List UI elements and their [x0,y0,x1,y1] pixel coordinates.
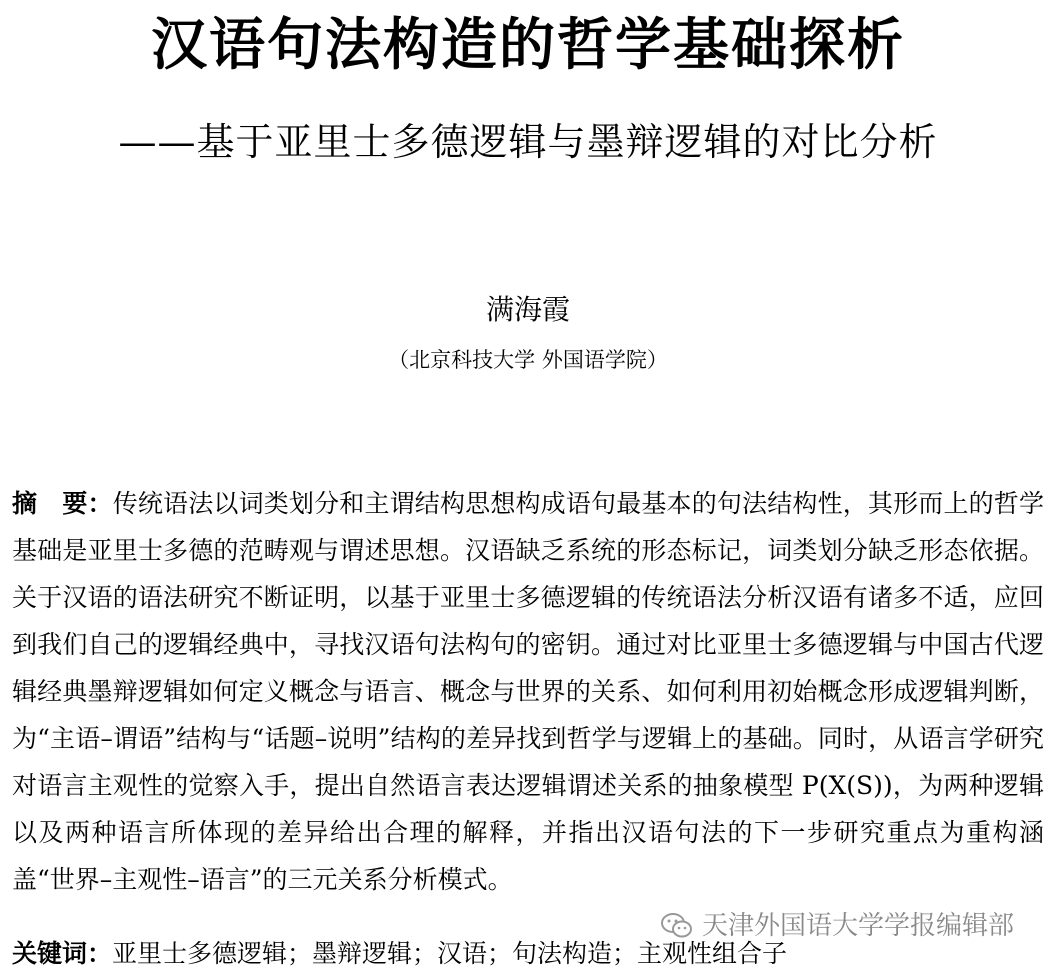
keywords-text: 亚里士多德逻辑；墨辩逻辑；汉语；句法构造；主观性组合子 [112,939,788,968]
abstract-text: 传统语法以词类划分和主谓结构思想构成语句最基本的句法结构性，其形而上的哲学基础是亚里士多德的范畴观与谓述思想。汉语缺乏系统的形态标记，词类划分缺乏形态依据。关于汉语的语法研究不断证明，以基于亚里士多德逻辑的传统语法分析汉语有诸多不适，应回到我们自己的逻辑经典中，寻找汉语句法构句的密钥。通过对比亚里士多德逻辑与中国古代逻辑经典墨辩逻辑如何定义概念与语言、概念与世界的关系、如何利用初始概念形成逻辑判断，为“主语–谓语”结构与“话题–说明”结构的差异找到哲学与逻辑上的基础。同时，从语言学研究对语言主观性的觉察入手，提出自然语言表达逻辑谓述关系的抽象模型 P(X(S))，为两种逻辑以及两种语言所体现的差异给出合理的解释，并指出汉语句法的下一步研究重点为重构涵盖“世界–主观性–语言”的三元关系分析模式。 [12,489,1044,894]
author-affiliation: （北京科技大学 外国语学院） [388,348,668,372]
watermark-text: 天津外国语大学学报编辑部 [702,911,1015,941]
paper-subtitle: ——基于亚里士多德逻辑与墨辩逻辑的对比分析 [118,120,938,164]
keywords-label: 关键词： [12,939,113,968]
author-name: 满海霞 [485,293,570,326]
keywords [12,934,1044,974]
abstract-label: 摘 要： [12,489,113,518]
abstract [12,480,1044,903]
paper-title: 汉语句法构造的哲学基础探析 [151,13,905,78]
